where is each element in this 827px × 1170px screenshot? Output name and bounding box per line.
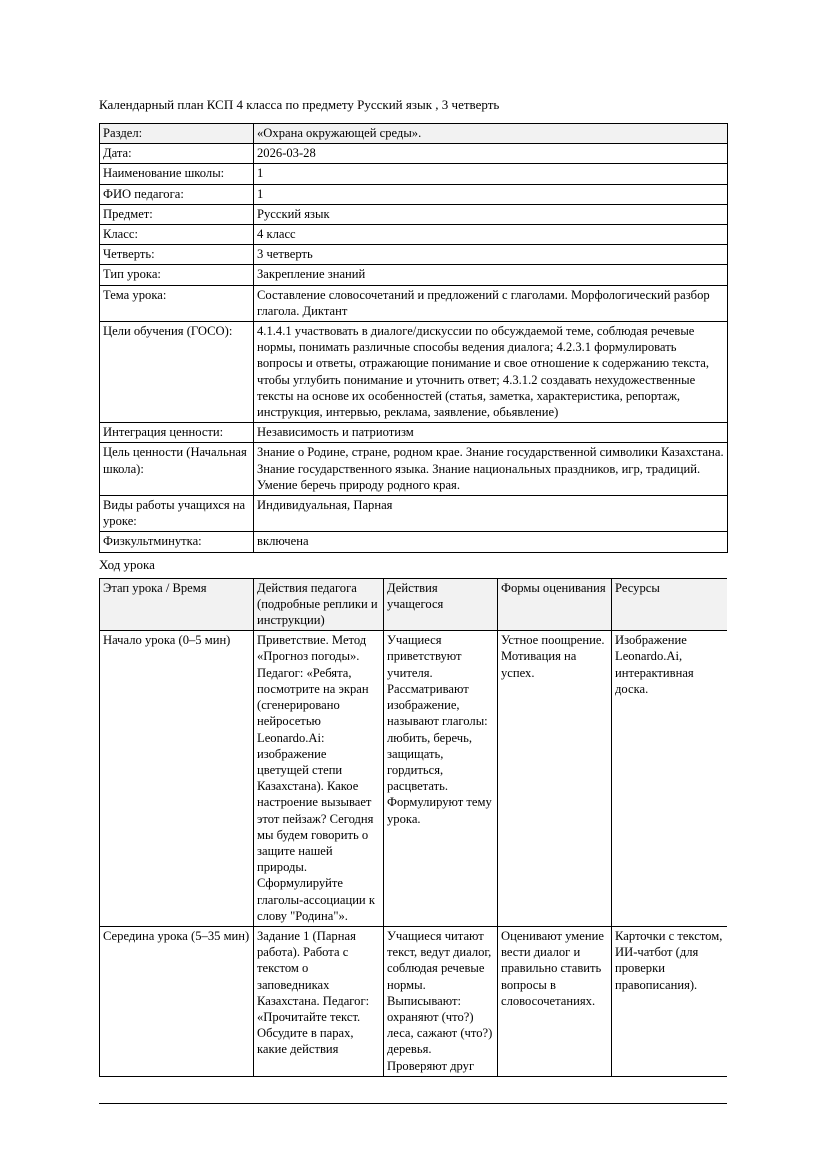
info-label: Раздел: [100, 124, 254, 144]
table-row [100, 443, 728, 496]
column-header-assessment-forms: Формы оценивания [498, 578, 612, 631]
lesson-info-body [100, 124, 728, 553]
cell-student-actions: Учащиеся читают текст, ведут диалог, соблюдая речевые нормы. Выписывают: охраняют (что?) леса, сажают (что?) деревья. Проверяют друг [384, 926, 498, 1076]
page-content [99, 96, 727, 1104]
column-header-resources: Ресурсы [612, 578, 728, 631]
table-row [100, 631, 728, 927]
table-row [100, 124, 728, 144]
lesson-flow-heading: Ход урока [99, 556, 155, 572]
table-row [100, 245, 728, 265]
info-value: Независимость и патриотизм [254, 423, 728, 443]
table-row [100, 423, 728, 443]
page-title: Календарный план КСП 4 класса по предмету Русский язык , 3 четверть [99, 97, 500, 112]
table-header-row [100, 578, 728, 631]
info-label: Тип урока: [100, 265, 254, 285]
lesson-flow-body [100, 578, 728, 1076]
cell-stage: Начало урока (0–5 мин) [100, 631, 254, 927]
info-value: 2026-03-28 [254, 144, 728, 164]
table-row [100, 164, 728, 184]
table-row [100, 285, 728, 321]
table-row [100, 926, 728, 1076]
lesson-flow-table [99, 578, 727, 1077]
cell-student-actions: Учащиеся приветствуют учителя. Рассматривают изображение, называют глаголы: любить, беречь, защищать, гордиться, расцветать. Формулируют тему урока. [384, 631, 498, 927]
info-value: Составление словосочетаний и предложений с глаголами. Морфологический разбор глагола. Диктант [254, 285, 728, 321]
info-value: Индивидуальная, Парная [254, 496, 728, 532]
cell-assessment-forms: Оценивают умение вести диалог и правильно ставить вопросы в словосочетаниях. [498, 926, 612, 1076]
info-label: Четверть: [100, 245, 254, 265]
table-row [100, 184, 728, 204]
info-label: Класс: [100, 225, 254, 245]
info-value: «Охрана окружающей среды». [254, 124, 728, 144]
table-row [100, 144, 728, 164]
table-row [100, 496, 728, 532]
cell-resources: Карточки с текстом, ИИ-чатбот (для проверки правописания). [612, 926, 728, 1076]
column-header-stage: Этап урока / Время [100, 578, 254, 631]
table-row [100, 204, 728, 224]
info-value: 4 класс [254, 225, 728, 245]
page-break-rule [99, 1103, 727, 1104]
table-row [100, 265, 728, 285]
info-value: 4.1.4.1 участвовать в диалоге/дискуссии по обсуждаемой теме, соблюдая речевые нормы, понимать различные способы ведения диалога; 4.2.3.1 формулировать вопросы и ответы, отражающие понимание и свое отношение к содержанию текста, чтобы углубить понимание и уточнить ответ; 4.3.1.2 создавать нехудожественные тексты на основе их особенностей (статья, заметка, характеристика, репортаж, инструкция, интервью, реклама, заявление, обьявление) [254, 322, 728, 423]
info-value: Закрепление знаний [254, 265, 728, 285]
info-label: Виды работы учащихся на уроке: [100, 496, 254, 532]
column-header-teacher-actions: Действия педагога (подробные реплики и инструкции) [254, 578, 384, 631]
lesson-flow-clip [99, 578, 727, 1104]
info-label: Наименование школы: [100, 164, 254, 184]
cell-assessment-forms: Устное поощрение. Мотивация на успех. [498, 631, 612, 927]
info-value: 1 [254, 184, 728, 204]
info-label: Дата: [100, 144, 254, 164]
info-label: Тема урока: [100, 285, 254, 321]
table-row [100, 532, 728, 552]
info-value: 1 [254, 164, 728, 184]
info-value: Русский язык [254, 204, 728, 224]
info-label: Интеграция ценности: [100, 423, 254, 443]
column-header-student-actions: Действия учащегося [384, 578, 498, 631]
cell-resources: Изображение Leonardo.Ai, интерактивная доска. [612, 631, 728, 927]
lesson-info-table [99, 123, 728, 553]
info-label: Цель ценности (Начальная школа): [100, 443, 254, 496]
table-row [100, 225, 728, 245]
cell-teacher-actions: Приветствие. Метод «Прогноз погоды». Педагог: «Ребята, посмотрите на экран (сгенерировано нейросетью Leonardo.Ai: изображение цветущей степи Казахстана). Какое настроение вызывает этот пейзаж? Сегодня мы будем говорить о защите нашей природы. Сформулируйте глаголы-ассоциации к слову "Родина"». [254, 631, 384, 927]
info-label: Физкультминутка: [100, 532, 254, 552]
info-label: Цели обучения (ГОСО): [100, 322, 254, 423]
info-value: включена [254, 532, 728, 552]
info-value: Знание о Родине, стране, родном крае. Знание государственной символики Казахстана. Знание государственного языка. Знание национальных праздников, игр, традиций. Умение беречь природу родного края. [254, 443, 728, 496]
table-row [100, 322, 728, 423]
cell-teacher-actions: Задание 1 (Парная работа). Работа с текстом о заповедниках Казахстана. Педагог: «Прочитайте текст. Обсудите в парах, какие действия [254, 926, 384, 1076]
cell-stage: Середина урока (5–35 мин) [100, 926, 254, 1076]
info-label: Предмет: [100, 204, 254, 224]
info-value: 3 четверть [254, 245, 728, 265]
info-label: ФИО педагога: [100, 184, 254, 204]
